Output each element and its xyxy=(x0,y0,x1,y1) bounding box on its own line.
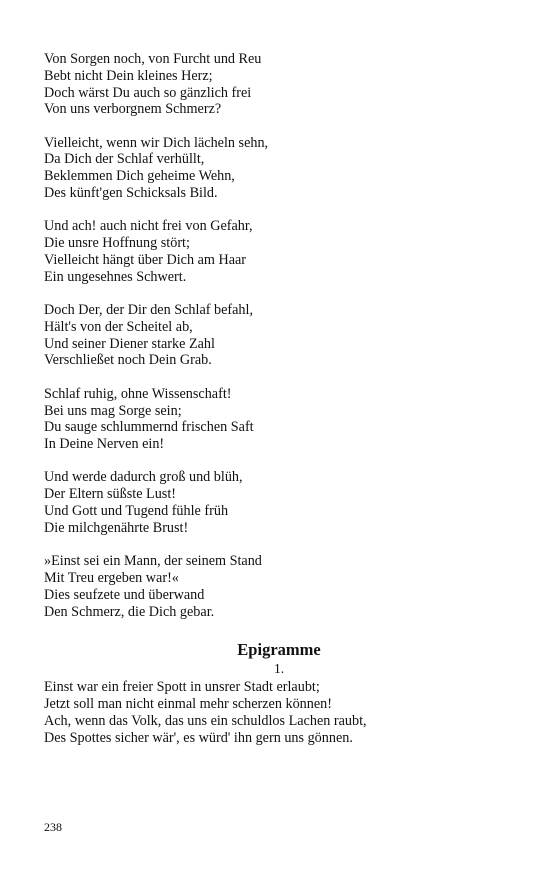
poem-stanza-6 xyxy=(44,469,514,536)
epigram-line: Ach, wenn das Volk, das uns ein schuldlos Lachen raubt, xyxy=(44,712,367,729)
epigram-line: Des Spottes sicher wär', es würd' ihn gern uns gönnen. xyxy=(44,729,353,746)
poem-stanza-2 xyxy=(44,135,514,202)
poem-line: Und ach! auch nicht frei von Gefahr, xyxy=(44,218,253,235)
poem-line: Ein ungesehnes Schwert. xyxy=(44,268,187,285)
poem-line: Mit Treu ergeben war!« xyxy=(44,569,179,586)
poem-stanza-4 xyxy=(44,302,514,369)
poem-line: Den Schmerz, die Dich gebar. xyxy=(44,603,215,620)
poem-stanza-7 xyxy=(44,553,514,620)
poem-line: Verschließet noch Dein Grab. xyxy=(44,352,212,369)
poem-line: Von uns verborgnem Schmerz? xyxy=(44,101,222,118)
epigram-line: Jetzt soll man nicht einmal mehr scherzen können! xyxy=(44,696,332,713)
poem-line: Beklemmen Dich geheime Wehn, xyxy=(44,168,235,185)
poem-line: Bei uns mag Sorge sein; xyxy=(44,402,182,419)
poem-line: Die unsre Hoffnung stört; xyxy=(44,235,190,252)
poem-line: Du sauge schlummernd frischen Saft xyxy=(44,419,254,436)
poem-line: Vielleicht, wenn wir Dich lächeln sehn, xyxy=(44,134,269,151)
poem-line: Und werde dadurch groß und blüh, xyxy=(44,469,243,486)
poem-stanza-5 xyxy=(44,386,514,453)
poem-line: Doch wärst Du auch so gänzlich frei xyxy=(44,84,252,101)
poem-line: Doch Der, der Dir den Schlaf befahl, xyxy=(44,302,254,319)
poem-line: In Deine Nerven ein! xyxy=(44,436,165,453)
poem-line: »Einst sei ein Mann, der seinem Stand xyxy=(44,553,262,570)
page-number: 238 xyxy=(44,820,62,834)
poem-line: Hält's von der Scheitel ab, xyxy=(44,318,193,335)
poem-stanza-3 xyxy=(44,218,514,285)
poem-line: Die milchgenährte Brust! xyxy=(44,519,189,536)
poem-line: Da Dich der Schlaf verhüllt, xyxy=(44,151,205,168)
section-heading: Epigramme xyxy=(237,640,321,660)
poem-line: Und seiner Diener starke Zahl xyxy=(44,335,215,352)
poem-line: Vielleicht hängt über Dich am Haar xyxy=(44,251,247,268)
epigram-number: 1. xyxy=(273,661,285,677)
poem-stanza-1 xyxy=(44,51,514,118)
poem-line: Von Sorgen noch, von Furcht und Reu xyxy=(44,51,262,67)
epigram-1 xyxy=(44,661,514,746)
poem-line: Bebt nicht Dein kleines Herz; xyxy=(44,67,213,84)
page-content xyxy=(44,51,514,747)
poem-line: Des künft'gen Schicksals Bild. xyxy=(44,185,218,202)
poem-line: Dies seufzete und überwand xyxy=(44,586,205,603)
epigram-line: Einst war ein freier Spott in unsrer Stadt erlaubt; xyxy=(44,679,320,696)
poem-line: Und Gott und Tugend fühle früh xyxy=(44,503,229,520)
poem-line: Schlaf ruhig, ohne Wissenschaft! xyxy=(44,385,232,402)
poem-line: Der Eltern süßste Lust! xyxy=(44,486,176,503)
